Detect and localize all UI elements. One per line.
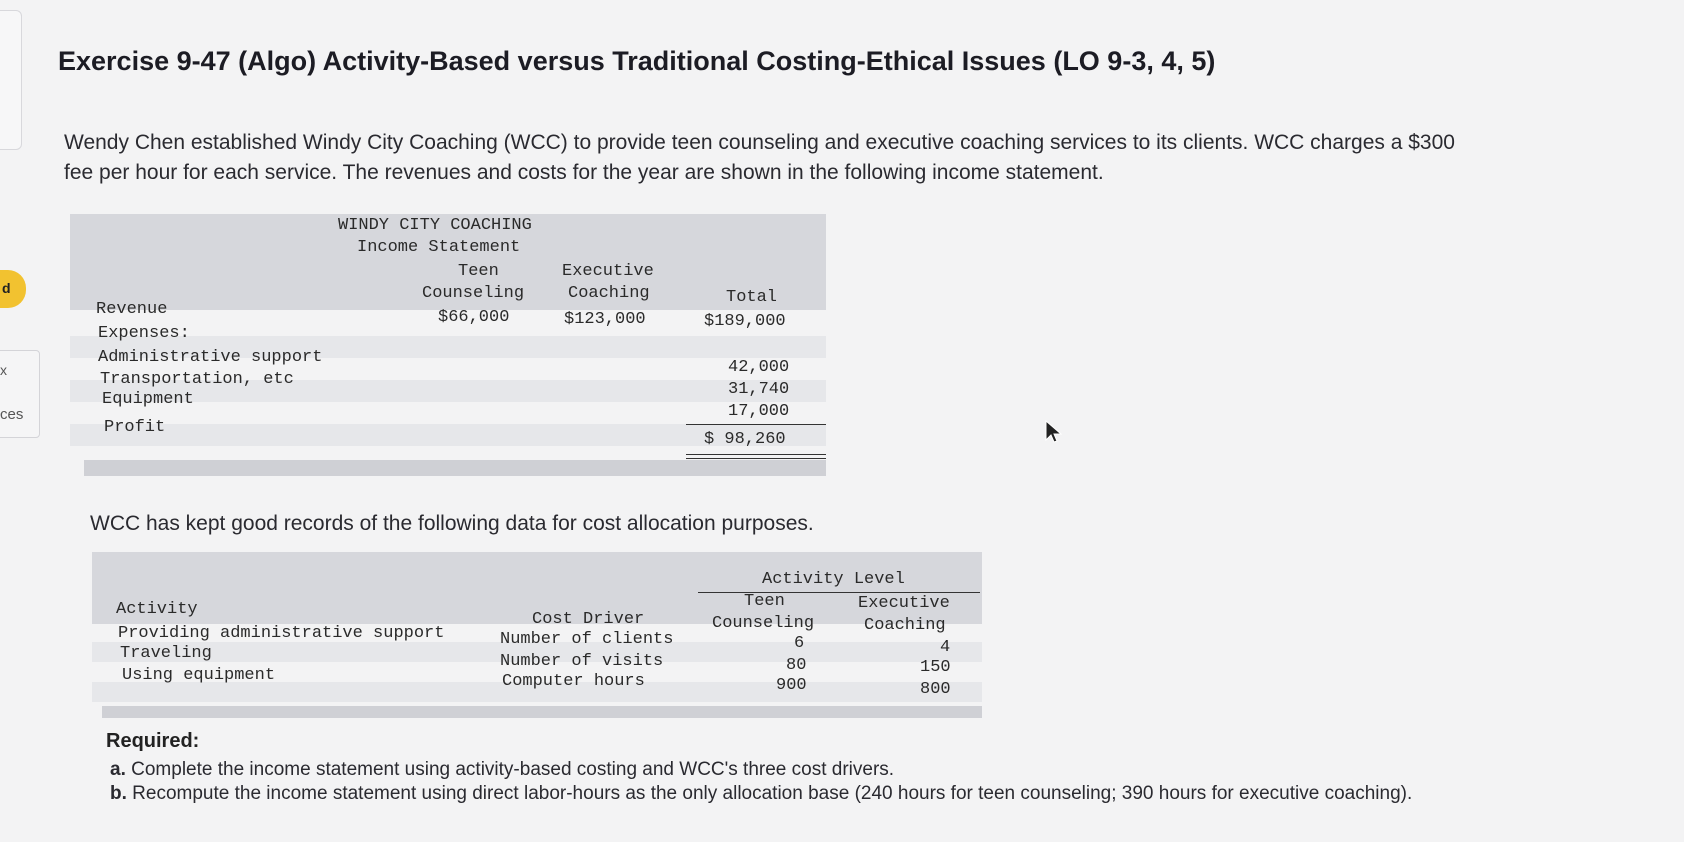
exec-header-2: Coaching	[864, 616, 946, 635]
required-list	[110, 758, 1450, 806]
teen-cell: 80	[786, 656, 807, 675]
requirement-b	[110, 782, 1450, 806]
revenue-exec: $123,000	[564, 310, 646, 329]
required-heading: Required:	[106, 730, 200, 752]
mouse-pointer-icon	[1044, 420, 1062, 444]
exercise-intro: Wendy Chen established Windy City Coaching (WCC) to provide teen counseling and executive coaching services to its clients. WCC charges a $300 fee per hour for each service. The revenues and costs for the year are shown in the following income statement.	[64, 131, 1455, 184]
side-close-icon[interactable]: x	[0, 362, 7, 378]
col-teen-header-1: Teen	[458, 262, 499, 281]
activity-header: Activity	[116, 600, 198, 619]
revenue-teen: $66,000	[438, 308, 510, 327]
expense-total: 31,740	[728, 380, 790, 399]
driver-cell: Number of clients	[500, 630, 674, 649]
activity-level-header: Activity Level	[762, 570, 905, 589]
total-double-rule-1	[686, 454, 826, 455]
subtotal-rule	[686, 424, 826, 425]
teen-header-2: Counseling	[712, 614, 815, 633]
side-nav-label[interactable]: ces	[0, 406, 24, 423]
exec-cell: 4	[940, 638, 951, 657]
col-teen-header-2: Counseling	[422, 284, 525, 303]
side-panel-card	[0, 10, 22, 150]
teen-header-1: Teen	[744, 592, 785, 611]
requirement-a-label: a.	[110, 759, 126, 780]
exec-header-1: Executive	[858, 594, 950, 613]
revenue-label: Revenue	[96, 300, 168, 319]
exec-cell: 150	[920, 658, 951, 677]
exercise-title: Exercise 9-47 (Algo) Activity-Based versus Traditional Costing-Ethical Issues (LO 9-3, 4, 5)	[58, 46, 1216, 76]
activity-cell: Traveling	[120, 644, 212, 663]
expense-label: Transportation, etc	[100, 370, 294, 389]
income-statement-table	[70, 214, 826, 480]
records-text: WCC has kept good records of the following data for cost allocation purposes.	[90, 512, 814, 535]
profit-label: Profit	[104, 418, 166, 437]
driver-cell: Computer hours	[502, 672, 645, 691]
expense-total: 42,000	[728, 358, 790, 377]
expense-total: 17,000	[728, 402, 790, 421]
revenue-total: $189,000	[704, 312, 786, 331]
col-total-header: Total	[726, 288, 778, 307]
expense-label: Equipment	[102, 390, 194, 409]
activity-cell: Using equipment	[122, 666, 276, 685]
expenses-label: Expenses:	[98, 324, 190, 343]
side-badge[interactable]: d	[0, 270, 26, 308]
cost-allocation-table	[92, 552, 982, 724]
requirement-a-text: Complete the income statement using activity-based costing and WCC's three cost drivers.	[131, 759, 895, 780]
col-exec-header-1: Executive	[562, 262, 654, 281]
teen-cell: 6	[794, 634, 805, 653]
activity-cell: Providing administrative support	[118, 624, 445, 643]
requirement-b-text: Recompute the income statement using direct labor-hours as the only allocation base (240 hours for teen counseling; 390 hours for executive coaching).	[132, 783, 1413, 804]
table-bottom-bar	[84, 460, 826, 476]
expense-label: Administrative support	[98, 348, 323, 367]
statement-name: Income Statement	[357, 238, 521, 257]
total-double-rule-2	[686, 458, 826, 459]
requirement-a	[110, 758, 1450, 782]
exec-cell: 800	[920, 680, 951, 699]
teen-cell: 900	[776, 676, 807, 695]
col-exec-header-2: Coaching	[568, 284, 650, 303]
driver-cell: Number of visits	[500, 652, 664, 671]
requirement-b-label: b.	[110, 783, 127, 804]
table-bottom-bar	[102, 706, 982, 718]
driver-header: Cost Driver	[532, 610, 645, 629]
group-header-rule	[698, 592, 980, 593]
company-name: WINDY CITY COACHING	[338, 216, 532, 235]
profit-total: $ 98,260	[704, 430, 786, 449]
